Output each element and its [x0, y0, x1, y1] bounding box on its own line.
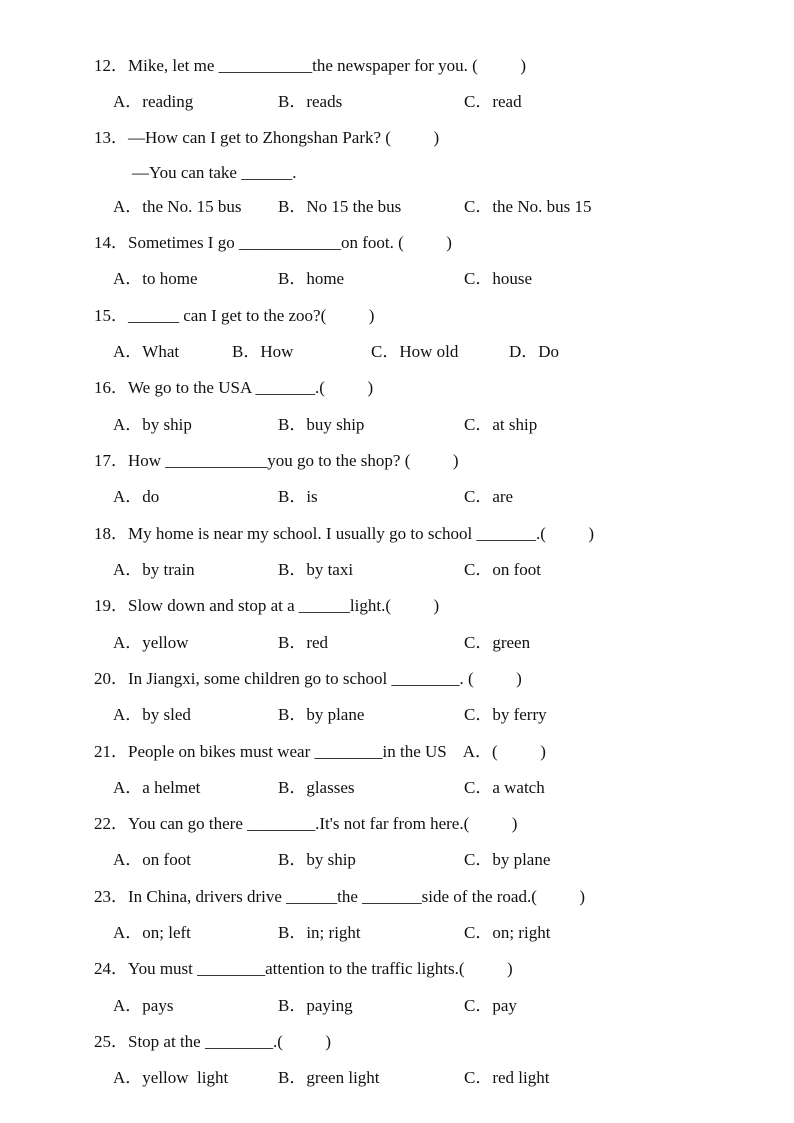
- question-25-option-a: A．yellow light: [113, 1068, 229, 1087]
- question-21-stem: 21．People on bikes must wear ________in the US A．( ): [94, 742, 546, 761]
- question-23-option-a: A．on; left: [113, 923, 191, 942]
- question-15-option-c: C．How old: [371, 342, 459, 361]
- question-22-stem: 22．You can go there ________.It's not far from here.( ): [94, 814, 518, 833]
- question-15-option-d: D．Do: [509, 342, 560, 361]
- question-17-stem: 17．How ____________you go to the shop? ( ): [94, 451, 459, 470]
- question-14-option-c: C．house: [464, 269, 532, 288]
- question-14-option-a: A．to home: [113, 269, 198, 288]
- question-14-option-b: B．home: [278, 269, 345, 288]
- question-19-option-c: C．green: [464, 633, 531, 652]
- question-17-option-b: B．is: [278, 487, 318, 506]
- question-24-option-b: B．paying: [278, 996, 353, 1015]
- question-12-option-b: B．reads: [278, 92, 343, 111]
- question-15-stem: 15．______ can I get to the zoo?( ): [94, 306, 375, 325]
- question-20-option-a: A．by sled: [113, 705, 191, 724]
- question-23-stem: 23．In China, drivers drive ______the _______side of the road.( ): [94, 887, 586, 906]
- question-15-option-b: B．How: [232, 342, 294, 361]
- question-12-option-a: A．reading: [113, 92, 194, 111]
- question-25-option-c: C．red light: [464, 1068, 550, 1087]
- question-18-stem: 18．My home is near my school. I usually go to school _______.( ): [94, 524, 595, 543]
- question-12-stem: 12．Mike, let me ___________the newspaper for you. ( ): [94, 56, 526, 75]
- question-14-stem: 14．Sometimes I go ____________on foot. ( ): [94, 233, 452, 252]
- question-13-option-a: A．the No. 15 bus: [113, 197, 242, 216]
- question-19-stem: 19．Slow down and stop at a ______light.( ): [94, 596, 440, 615]
- question-20-option-c: C．by ferry: [464, 705, 547, 724]
- question-15-option-a: A．What: [113, 342, 180, 361]
- question-13-reply: —You can take ______.: [132, 163, 297, 182]
- question-18-option-b: B．by taxi: [278, 560, 354, 579]
- question-24-option-c: C．pay: [464, 996, 517, 1015]
- question-13-option-b: B．No 15 the bus: [278, 197, 402, 216]
- question-18-option-a: A．by train: [113, 560, 195, 579]
- question-21-option-c: C．a watch: [464, 778, 545, 797]
- question-23-option-c: C．on; right: [464, 923, 551, 942]
- question-25-option-b: B．green light: [278, 1068, 380, 1087]
- question-16-option-c: C．at ship: [464, 415, 538, 434]
- question-13-option-c: C．the No. bus 15: [464, 197, 592, 216]
- question-24-stem: 24．You must ________attention to the traffic lights.( ): [94, 959, 513, 978]
- question-22-option-a: A．on foot: [113, 850, 191, 869]
- question-20-stem: 20．In Jiangxi, some children go to school ________. ( ): [94, 669, 522, 688]
- question-12-option-c: C．read: [464, 92, 522, 111]
- question-17-option-a: A．do: [113, 487, 160, 506]
- question-21-option-b: B．glasses: [278, 778, 355, 797]
- question-18-option-c: C．on foot: [464, 560, 541, 579]
- question-23-option-b: B．in; right: [278, 923, 361, 942]
- question-22-option-c: C．by plane: [464, 850, 551, 869]
- question-25-stem: 25．Stop at the ________.( ): [94, 1032, 332, 1051]
- question-16-option-b: B．buy ship: [278, 415, 365, 434]
- question-17-option-c: C．are: [464, 487, 514, 506]
- question-24-option-a: A．pays: [113, 996, 174, 1015]
- question-19-option-a: A．yellow: [113, 633, 189, 652]
- question-16-option-a: A．by ship: [113, 415, 192, 434]
- question-13-stem: 13．—How can I get to Zhongshan Park? ( ): [94, 128, 440, 147]
- question-19-option-b: B．red: [278, 633, 329, 652]
- question-20-option-b: B．by plane: [278, 705, 365, 724]
- question-21-option-a: A．a helmet: [113, 778, 201, 797]
- question-16-stem: 16．We go to the USA _______.( ): [94, 378, 374, 397]
- question-22-option-b: B．by ship: [278, 850, 356, 869]
